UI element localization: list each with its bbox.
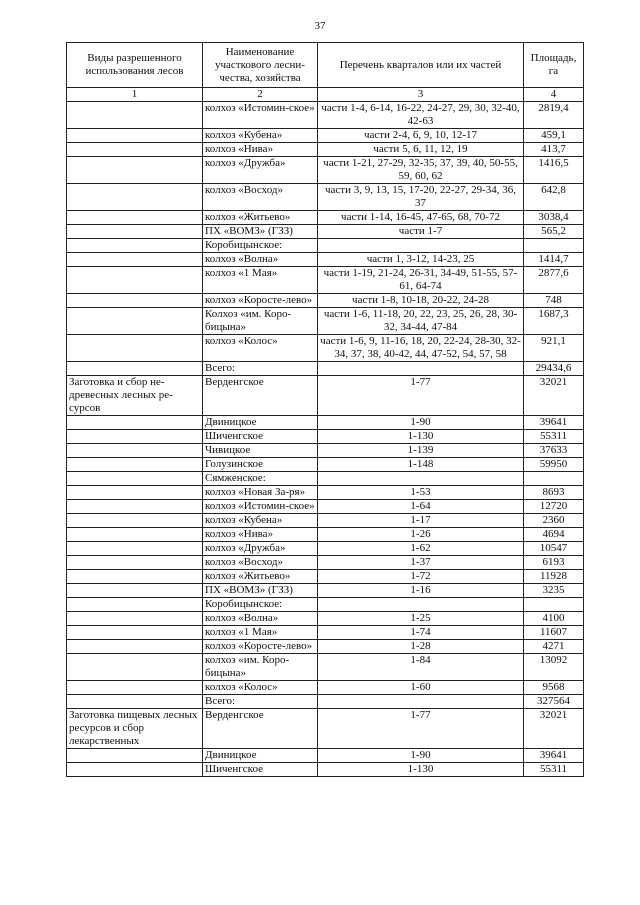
area-cell: 413,7 bbox=[524, 143, 584, 157]
forestry-name-cell: колхоз «Новая За-ря» bbox=[203, 486, 318, 500]
forestry-name-cell: колхоз «Нива» bbox=[203, 528, 318, 542]
area-cell: 327564 bbox=[524, 695, 584, 709]
quarters-cell: 1-37 bbox=[318, 556, 524, 570]
forestry-name-cell: Верденгское bbox=[203, 376, 318, 416]
usage-kind-cell bbox=[67, 184, 203, 211]
quarters-cell: 1-64 bbox=[318, 500, 524, 514]
table-row bbox=[67, 500, 584, 514]
table-row bbox=[67, 458, 584, 472]
quarters-cell: 1-60 bbox=[318, 681, 524, 695]
quarters-cell bbox=[318, 472, 524, 486]
header-area: Площадь, га bbox=[524, 43, 584, 88]
forestry-name-cell: колхоз «Кубена» bbox=[203, 129, 318, 143]
forestry-name-cell: Шиченгское bbox=[203, 763, 318, 777]
usage-kind-cell bbox=[67, 528, 203, 542]
quarters-cell: части 5, 6, 11, 12, 19 bbox=[318, 143, 524, 157]
area-cell: 59950 bbox=[524, 458, 584, 472]
area-cell: 1416,5 bbox=[524, 157, 584, 184]
table-row bbox=[67, 239, 584, 253]
forestry-name-cell: колхоз «Истомин-ское» bbox=[203, 102, 318, 129]
quarters-cell: 1-130 bbox=[318, 763, 524, 777]
usage-kind-cell bbox=[67, 239, 203, 253]
area-cell: 6193 bbox=[524, 556, 584, 570]
forestry-name-cell: колхоз «им. Коро-бицына» bbox=[203, 654, 318, 681]
quarters-cell bbox=[318, 598, 524, 612]
column-number-row bbox=[67, 88, 584, 102]
table-row bbox=[67, 308, 584, 335]
forestry-name-cell: Двиницкое bbox=[203, 749, 318, 763]
area-cell: 29434,6 bbox=[524, 362, 584, 376]
usage-kind-cell bbox=[67, 640, 203, 654]
forestry-name-cell: колхоз «Волна» bbox=[203, 612, 318, 626]
usage-kind-cell: Заготовка и сбор не-древесных лесных ре-сурсов bbox=[67, 376, 203, 416]
table-row bbox=[67, 253, 584, 267]
forestry-name-cell: колхоз «Нива» bbox=[203, 143, 318, 157]
table-row bbox=[67, 211, 584, 225]
usage-kind-cell bbox=[67, 570, 203, 584]
column-number: 4 bbox=[524, 88, 584, 102]
forestry-name-cell: ПХ «ВОМЗ» (ГЗЗ) bbox=[203, 584, 318, 598]
area-cell: 37633 bbox=[524, 444, 584, 458]
area-cell: 4271 bbox=[524, 640, 584, 654]
table-row bbox=[67, 157, 584, 184]
table-row bbox=[67, 640, 584, 654]
table-row bbox=[67, 267, 584, 294]
table-row bbox=[67, 626, 584, 640]
usage-kind-cell bbox=[67, 681, 203, 695]
area-cell: 921,1 bbox=[524, 335, 584, 362]
usage-kind-cell bbox=[67, 308, 203, 335]
quarters-cell: части 1-4, 6-14, 16-22, 24-27, 29, 30, 32-40, 42-63 bbox=[318, 102, 524, 129]
quarters-cell: 1-26 bbox=[318, 528, 524, 542]
usage-kind-cell bbox=[67, 542, 203, 556]
usage-kind-cell bbox=[67, 157, 203, 184]
quarters-cell: части 3, 9, 13, 15, 17-20, 22-27, 29-34, 36, 37 bbox=[318, 184, 524, 211]
table-row bbox=[67, 143, 584, 157]
table-row bbox=[67, 514, 584, 528]
usage-kind-cell bbox=[67, 267, 203, 294]
quarters-cell: 1-16 bbox=[318, 584, 524, 598]
usage-kind-cell bbox=[67, 763, 203, 777]
forestry-name-cell: колхоз «Коросте-лево» bbox=[203, 294, 318, 308]
quarters-cell: 1-148 bbox=[318, 458, 524, 472]
area-cell: 32021 bbox=[524, 709, 584, 749]
usage-kind-cell bbox=[67, 749, 203, 763]
table-row bbox=[67, 681, 584, 695]
forestry-name-cell: колхоз «Восход» bbox=[203, 184, 318, 211]
table-row bbox=[67, 430, 584, 444]
quarters-cell: 1-84 bbox=[318, 654, 524, 681]
quarters-cell: 1-139 bbox=[318, 444, 524, 458]
usage-kind-cell bbox=[67, 335, 203, 362]
area-cell: 11928 bbox=[524, 570, 584, 584]
area-cell: 748 bbox=[524, 294, 584, 308]
quarters-cell: части 1-19, 21-24, 26-31, 34-49, 51-55, 57-61, 64-74 bbox=[318, 267, 524, 294]
usage-kind-cell bbox=[67, 294, 203, 308]
table-row bbox=[67, 335, 584, 362]
usage-kind-cell: Заготовка пищевых лесных ресурсов и сбор лекарственных bbox=[67, 709, 203, 749]
header-kind: Виды разрешенного использования лесов bbox=[67, 43, 203, 88]
forestry-name-cell: колхоз «Истомин-ское» bbox=[203, 500, 318, 514]
quarters-cell bbox=[318, 695, 524, 709]
page-number: 37 bbox=[314, 20, 326, 32]
header-quarters: Перечень кварталов или их частей bbox=[318, 43, 524, 88]
table-row bbox=[67, 654, 584, 681]
quarters-cell: 1-130 bbox=[318, 430, 524, 444]
quarters-cell: 1-53 bbox=[318, 486, 524, 500]
area-cell: 2877,6 bbox=[524, 267, 584, 294]
forestry-name-cell: Чивицкое bbox=[203, 444, 318, 458]
table-body bbox=[67, 102, 584, 777]
table-row bbox=[67, 416, 584, 430]
quarters-cell: 1-77 bbox=[318, 376, 524, 416]
forestry-name-cell: Голузинское bbox=[203, 458, 318, 472]
quarters-cell: 1-17 bbox=[318, 514, 524, 528]
area-cell: 459,1 bbox=[524, 129, 584, 143]
area-cell: 4100 bbox=[524, 612, 584, 626]
table-row bbox=[67, 184, 584, 211]
forestry-name-cell: Коробицынское: bbox=[203, 598, 318, 612]
header-row bbox=[67, 43, 584, 88]
quarters-cell: 1-74 bbox=[318, 626, 524, 640]
area-cell bbox=[524, 472, 584, 486]
area-cell: 55311 bbox=[524, 430, 584, 444]
usage-kind-cell bbox=[67, 211, 203, 225]
quarters-cell: 1-90 bbox=[318, 416, 524, 430]
area-cell bbox=[524, 598, 584, 612]
area-cell: 55311 bbox=[524, 763, 584, 777]
forestry-name-cell: колхоз «Дружба» bbox=[203, 157, 318, 184]
usage-kind-cell bbox=[67, 129, 203, 143]
usage-kind-cell bbox=[67, 556, 203, 570]
table-row bbox=[67, 102, 584, 129]
quarters-cell bbox=[318, 239, 524, 253]
area-cell: 4694 bbox=[524, 528, 584, 542]
usage-kind-cell bbox=[67, 102, 203, 129]
area-cell: 39641 bbox=[524, 416, 584, 430]
quarters-cell: части 1-6, 11-18, 20, 22, 23, 25, 26, 28, 30-32, 34-44, 47-84 bbox=[318, 308, 524, 335]
area-cell: 11607 bbox=[524, 626, 584, 640]
usage-kind-cell bbox=[67, 472, 203, 486]
forestry-name-cell: колхоз «Колос» bbox=[203, 681, 318, 695]
area-cell: 12720 bbox=[524, 500, 584, 514]
quarters-cell: 1-25 bbox=[318, 612, 524, 626]
area-cell: 1414,7 bbox=[524, 253, 584, 267]
area-cell: 3235 bbox=[524, 584, 584, 598]
usage-kind-cell bbox=[67, 430, 203, 444]
table-row bbox=[67, 528, 584, 542]
quarters-cell: 1-90 bbox=[318, 749, 524, 763]
usage-kind-cell bbox=[67, 486, 203, 500]
table-row bbox=[67, 612, 584, 626]
usage-kind-cell bbox=[67, 444, 203, 458]
usage-kind-cell bbox=[67, 253, 203, 267]
column-number: 1 bbox=[67, 88, 203, 102]
area-cell: 1687,3 bbox=[524, 308, 584, 335]
usage-kind-cell bbox=[67, 225, 203, 239]
forestry-name-cell: ПХ «ВОМЗ» (ГЗЗ) bbox=[203, 225, 318, 239]
table-row bbox=[67, 695, 584, 709]
forestry-name-cell: Всего: bbox=[203, 695, 318, 709]
table-row bbox=[67, 362, 584, 376]
forestry-name-cell: Двиницкое bbox=[203, 416, 318, 430]
usage-kind-cell bbox=[67, 500, 203, 514]
quarters-cell: части 1-6, 9, 11-16, 18, 20, 22-24, 28-30, 32-34, 37, 38, 40-42, 44, 47-52, 54, 57, 58 bbox=[318, 335, 524, 362]
forestry-name-cell: Коробицынское: bbox=[203, 239, 318, 253]
forestry-name-cell: колхоз «Коросте-лево» bbox=[203, 640, 318, 654]
quarters-cell: 1-77 bbox=[318, 709, 524, 749]
table-row bbox=[67, 709, 584, 749]
area-cell: 9568 bbox=[524, 681, 584, 695]
quarters-cell bbox=[318, 362, 524, 376]
usage-kind-cell bbox=[67, 362, 203, 376]
forestry-name-cell: Сямженское: bbox=[203, 472, 318, 486]
area-cell: 565,2 bbox=[524, 225, 584, 239]
forestry-name-cell: колхоз «Житьево» bbox=[203, 211, 318, 225]
area-cell: 32021 bbox=[524, 376, 584, 416]
usage-kind-cell bbox=[67, 458, 203, 472]
table-row bbox=[67, 376, 584, 416]
area-cell: 39641 bbox=[524, 749, 584, 763]
table-row bbox=[67, 598, 584, 612]
forestry-name-cell: колхоз «Дружба» bbox=[203, 542, 318, 556]
quarters-cell: части 1-8, 10-18, 20-22, 24-28 bbox=[318, 294, 524, 308]
forestry-name-cell: колхоз «Восход» bbox=[203, 556, 318, 570]
header-name: Наименование участкового лесни-чества, хозяйства bbox=[203, 43, 318, 88]
forestry-name-cell: колхоз «Волна» bbox=[203, 253, 318, 267]
area-cell: 642,8 bbox=[524, 184, 584, 211]
table-row bbox=[67, 129, 584, 143]
area-cell bbox=[524, 239, 584, 253]
area-cell: 13092 bbox=[524, 654, 584, 681]
forestry-name-cell: Верденгское bbox=[203, 709, 318, 749]
usage-kind-cell bbox=[67, 598, 203, 612]
forestry-name-cell: колхоз «1 Мая» bbox=[203, 626, 318, 640]
quarters-cell: части 1, 3-12, 14-23, 25 bbox=[318, 253, 524, 267]
quarters-cell: части 1-21, 27-29, 32-35, 37, 39, 40, 50-55, 59, 60, 62 bbox=[318, 157, 524, 184]
table-row bbox=[67, 444, 584, 458]
area-cell: 8693 bbox=[524, 486, 584, 500]
forestry-name-cell: Всего: bbox=[203, 362, 318, 376]
quarters-cell: части 1-7 bbox=[318, 225, 524, 239]
area-cell: 2360 bbox=[524, 514, 584, 528]
table-row bbox=[67, 225, 584, 239]
table-row bbox=[67, 584, 584, 598]
quarters-cell: 1-62 bbox=[318, 542, 524, 556]
quarters-cell: части 2-4, 6, 9, 10, 12-17 bbox=[318, 129, 524, 143]
forestry-name-cell: Шиченгское bbox=[203, 430, 318, 444]
forestry-name-cell: колхоз «Кубена» bbox=[203, 514, 318, 528]
quarters-cell: части 1-14, 16-45, 47-65, 68, 70-72 bbox=[318, 211, 524, 225]
forestry-name-cell: колхоз «Житьево» bbox=[203, 570, 318, 584]
table-row bbox=[67, 749, 584, 763]
column-number: 3 bbox=[318, 88, 524, 102]
area-cell: 3038,4 bbox=[524, 211, 584, 225]
forest-use-table bbox=[66, 42, 584, 777]
area-cell: 2819,4 bbox=[524, 102, 584, 129]
usage-kind-cell bbox=[67, 626, 203, 640]
area-cell: 10547 bbox=[524, 542, 584, 556]
forestry-name-cell: колхоз «Колос» bbox=[203, 335, 318, 362]
table-row bbox=[67, 556, 584, 570]
forestry-name-cell: Колхоз «им. Коро-бицына» bbox=[203, 308, 318, 335]
table-row bbox=[67, 763, 584, 777]
usage-kind-cell bbox=[67, 584, 203, 598]
table-row bbox=[67, 294, 584, 308]
quarters-cell: 1-72 bbox=[318, 570, 524, 584]
column-number: 2 bbox=[203, 88, 318, 102]
table-row bbox=[67, 472, 584, 486]
quarters-cell: 1-28 bbox=[318, 640, 524, 654]
usage-kind-cell bbox=[67, 416, 203, 430]
forestry-name-cell: колхоз «1 Мая» bbox=[203, 267, 318, 294]
usage-kind-cell bbox=[67, 654, 203, 681]
usage-kind-cell bbox=[67, 695, 203, 709]
table-row bbox=[67, 570, 584, 584]
usage-kind-cell bbox=[67, 143, 203, 157]
table-row bbox=[67, 486, 584, 500]
usage-kind-cell bbox=[67, 514, 203, 528]
usage-kind-cell bbox=[67, 612, 203, 626]
table-row bbox=[67, 542, 584, 556]
